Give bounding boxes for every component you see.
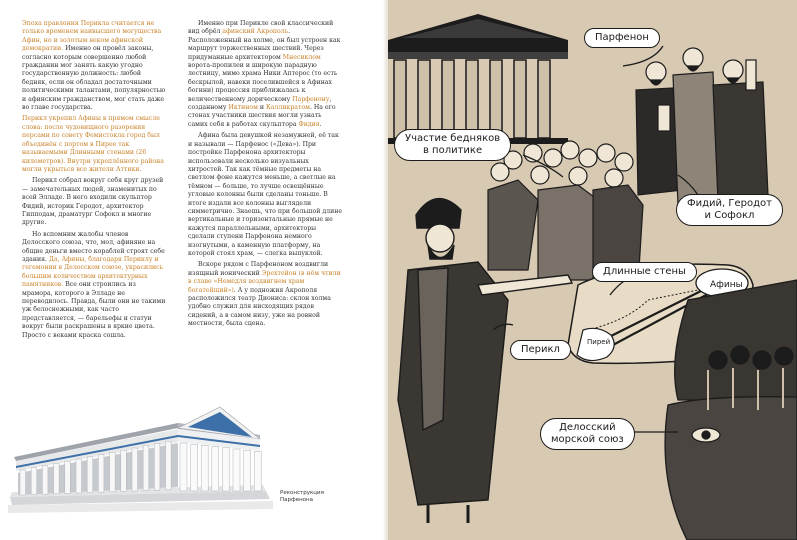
temple-column (65, 461, 71, 493)
highlighted-text: афинский Акрополь (222, 28, 289, 36)
highlighted-text: Да, Афины, благодаря Периклу и гегемонии в Делосском союзе, украсились большим количеством архитектурных памятников. (22, 255, 163, 289)
body-text: ворота-пропилеи и широкую парадную лестницу, мимо храма Ники Аптерос (то есть бескрылой, навеки поселившейся в Афинах богини) процессия приближалась к величественному дорическому (188, 62, 338, 103)
label-long-walls-text: Длинные стены (603, 266, 686, 277)
body-text: Вскоре рядом с Парфеноном воздвигли изящный ионический (188, 261, 329, 277)
temple-column (20, 470, 26, 495)
paragraph (22, 177, 168, 227)
label-delian-line-1: Делосский (559, 422, 616, 433)
phidias-herodotus-sophocles-drawing (636, 48, 768, 205)
paragraph (188, 132, 342, 258)
label-delian-league (540, 418, 635, 450)
image-caption (280, 490, 324, 504)
map-label-athens: Афины (710, 280, 743, 290)
temple-column (201, 445, 208, 491)
body-text: Именно при Перикле свой классический вид обрёл (188, 20, 334, 36)
highlighted-text: Эпоха правления Перикла считается не только временем наивысшего могущества Афин, но и золотым веком афинской демократии. (22, 20, 162, 53)
temple-column (98, 455, 104, 493)
body-text: Но вспомним жалобы членов Делосского союза, что, мол, афиняне на общие деньги вместо кораблей строят себе здания. (22, 230, 165, 263)
highlighted-text: Мнесиклом (282, 53, 321, 61)
body-text: , созданному (188, 95, 332, 112)
text-column-2 (188, 20, 342, 332)
body-text: . А у подножия Акрополя расположился театр Диониса: склон холма удобно служил для нисходящих рядов сидений, а в самом низу, уже на ровной местности, была сцена. (188, 286, 331, 328)
temple-column (110, 452, 116, 491)
highlighted-text: Эрехтейон (в нём чтили в славе «Немедля воздвигнем храм богатейший») (188, 269, 341, 294)
temple-column (132, 448, 138, 491)
temple-column (31, 468, 37, 495)
highlighted-text: Перикл укрепил Афины в прямом смысле слова: после чудовищного разорения персами по совету Фемистокла город был объединён с портом в Пирее так называемыми Длинными стенами (26 километров). Внутри укреплённого района могли укрыться все жители Аттики. (22, 115, 164, 173)
highlighted-text: Парфенону (292, 95, 330, 103)
paragraph (22, 20, 168, 112)
temple-column (54, 463, 60, 493)
body-text: . Расположенный на холме, он был устроен как маршрут торжественных шествий. Через придуманные архитектором (188, 28, 341, 61)
paragraph (22, 115, 168, 174)
label-poor-line-1: Участие бедняков (405, 133, 501, 144)
paragraph (188, 20, 342, 129)
left-page (0, 0, 386, 540)
label-phidias-line-1: Фидий, Геродот (687, 198, 772, 209)
temple-column (76, 459, 82, 493)
label-poor-line-2: в политике (422, 145, 483, 156)
highlighted-text: Калликратом (266, 104, 310, 112)
label-phidias-line-2: и Софокл (704, 210, 755, 221)
caption-line-2: Парфенона (280, 497, 314, 503)
temple-column (233, 449, 240, 491)
temple-column (166, 441, 172, 489)
temple-column (143, 446, 149, 491)
temple-column (244, 450, 251, 491)
illustration-page (388, 0, 797, 540)
temple-column (191, 444, 198, 491)
label-phidias-herodotus-sophocles (676, 194, 783, 226)
text-column-1 (22, 20, 168, 343)
body-text: и (257, 104, 267, 112)
body-text: Перикл собрал вокруг себя круг друзей — замечательных людей, знаменитых по всей Элладе. В него входили скульптор Фидий, историк Геродот, архитектор Гипподам, драматург Софокл и многие другие. (22, 177, 164, 227)
temple-column (154, 444, 160, 491)
parthenon-drawing (388, 14, 568, 144)
label-parthenon-text: Парфенон (595, 32, 649, 43)
map-label-piraeus: Пирей (587, 338, 611, 346)
warship-drawing (665, 280, 797, 540)
body-text: Именно он провёл законы, согласно которым совершенно любой гражданин мог занять какую угодно государственную должность: любой бедняк, если он обладал достаточными политическими талантами, популярностью и афинским гражданством, мог стать даже во главе государства. (22, 45, 166, 112)
highlighted-text: Фидия (298, 120, 320, 128)
temple-column (222, 448, 229, 491)
caption-line-1: Реконструкция (280, 490, 324, 496)
body-text: . (319, 120, 322, 128)
paragraph (22, 231, 168, 340)
label-long-walls (592, 262, 697, 282)
temple-column (121, 450, 127, 491)
temple-column (212, 447, 219, 491)
temple-column (87, 457, 93, 493)
temple-column (180, 443, 187, 491)
label-poor-in-politics (394, 129, 511, 161)
body-text: Все они строились из мрамора, которого в Элладе не переводилось. Правда, были они не такими уж белоснежными, как часто представляется, — барельефы и статуи вокруг были раскрашены в яркие цвета. Просто с веками краска сошла. (22, 281, 166, 339)
body-text: Афина была девушкой незамужней, её так и называли — Парфенос («Дева»). При постройке Парфенона архитекторы использовали несколько визуальных хитростей. Так как тёмные предметы на светлом фоне кажутся меньше, а светлые на тёмном — больше, то лучше освещённые угловые колонны были сделаны тоньше. В итоге издали все колонны выглядели симметрично. Знаешь, что при большой длине вертикальные и горизонтальные прямые не кажутся параллельными, архитекторы сделали ступени Парфенона немного изогнутыми, а каменную платформу, на которой стоял храм, — слегка выпуклой. (188, 132, 342, 257)
paragraph (188, 261, 342, 328)
label-pericles (510, 340, 571, 360)
parthenon-reconstruction-image (8, 395, 273, 513)
label-parthenon (584, 28, 660, 48)
label-pericles-text: Перикл (521, 344, 560, 355)
temple-column (42, 466, 48, 495)
label-delian-line-2: морской союз (551, 434, 624, 445)
temple-column (254, 451, 261, 491)
body-text: . На его стенах участники шествия могли узнать самих себя в работах скульптора (188, 104, 336, 128)
highlighted-text: Иктином (228, 104, 258, 112)
